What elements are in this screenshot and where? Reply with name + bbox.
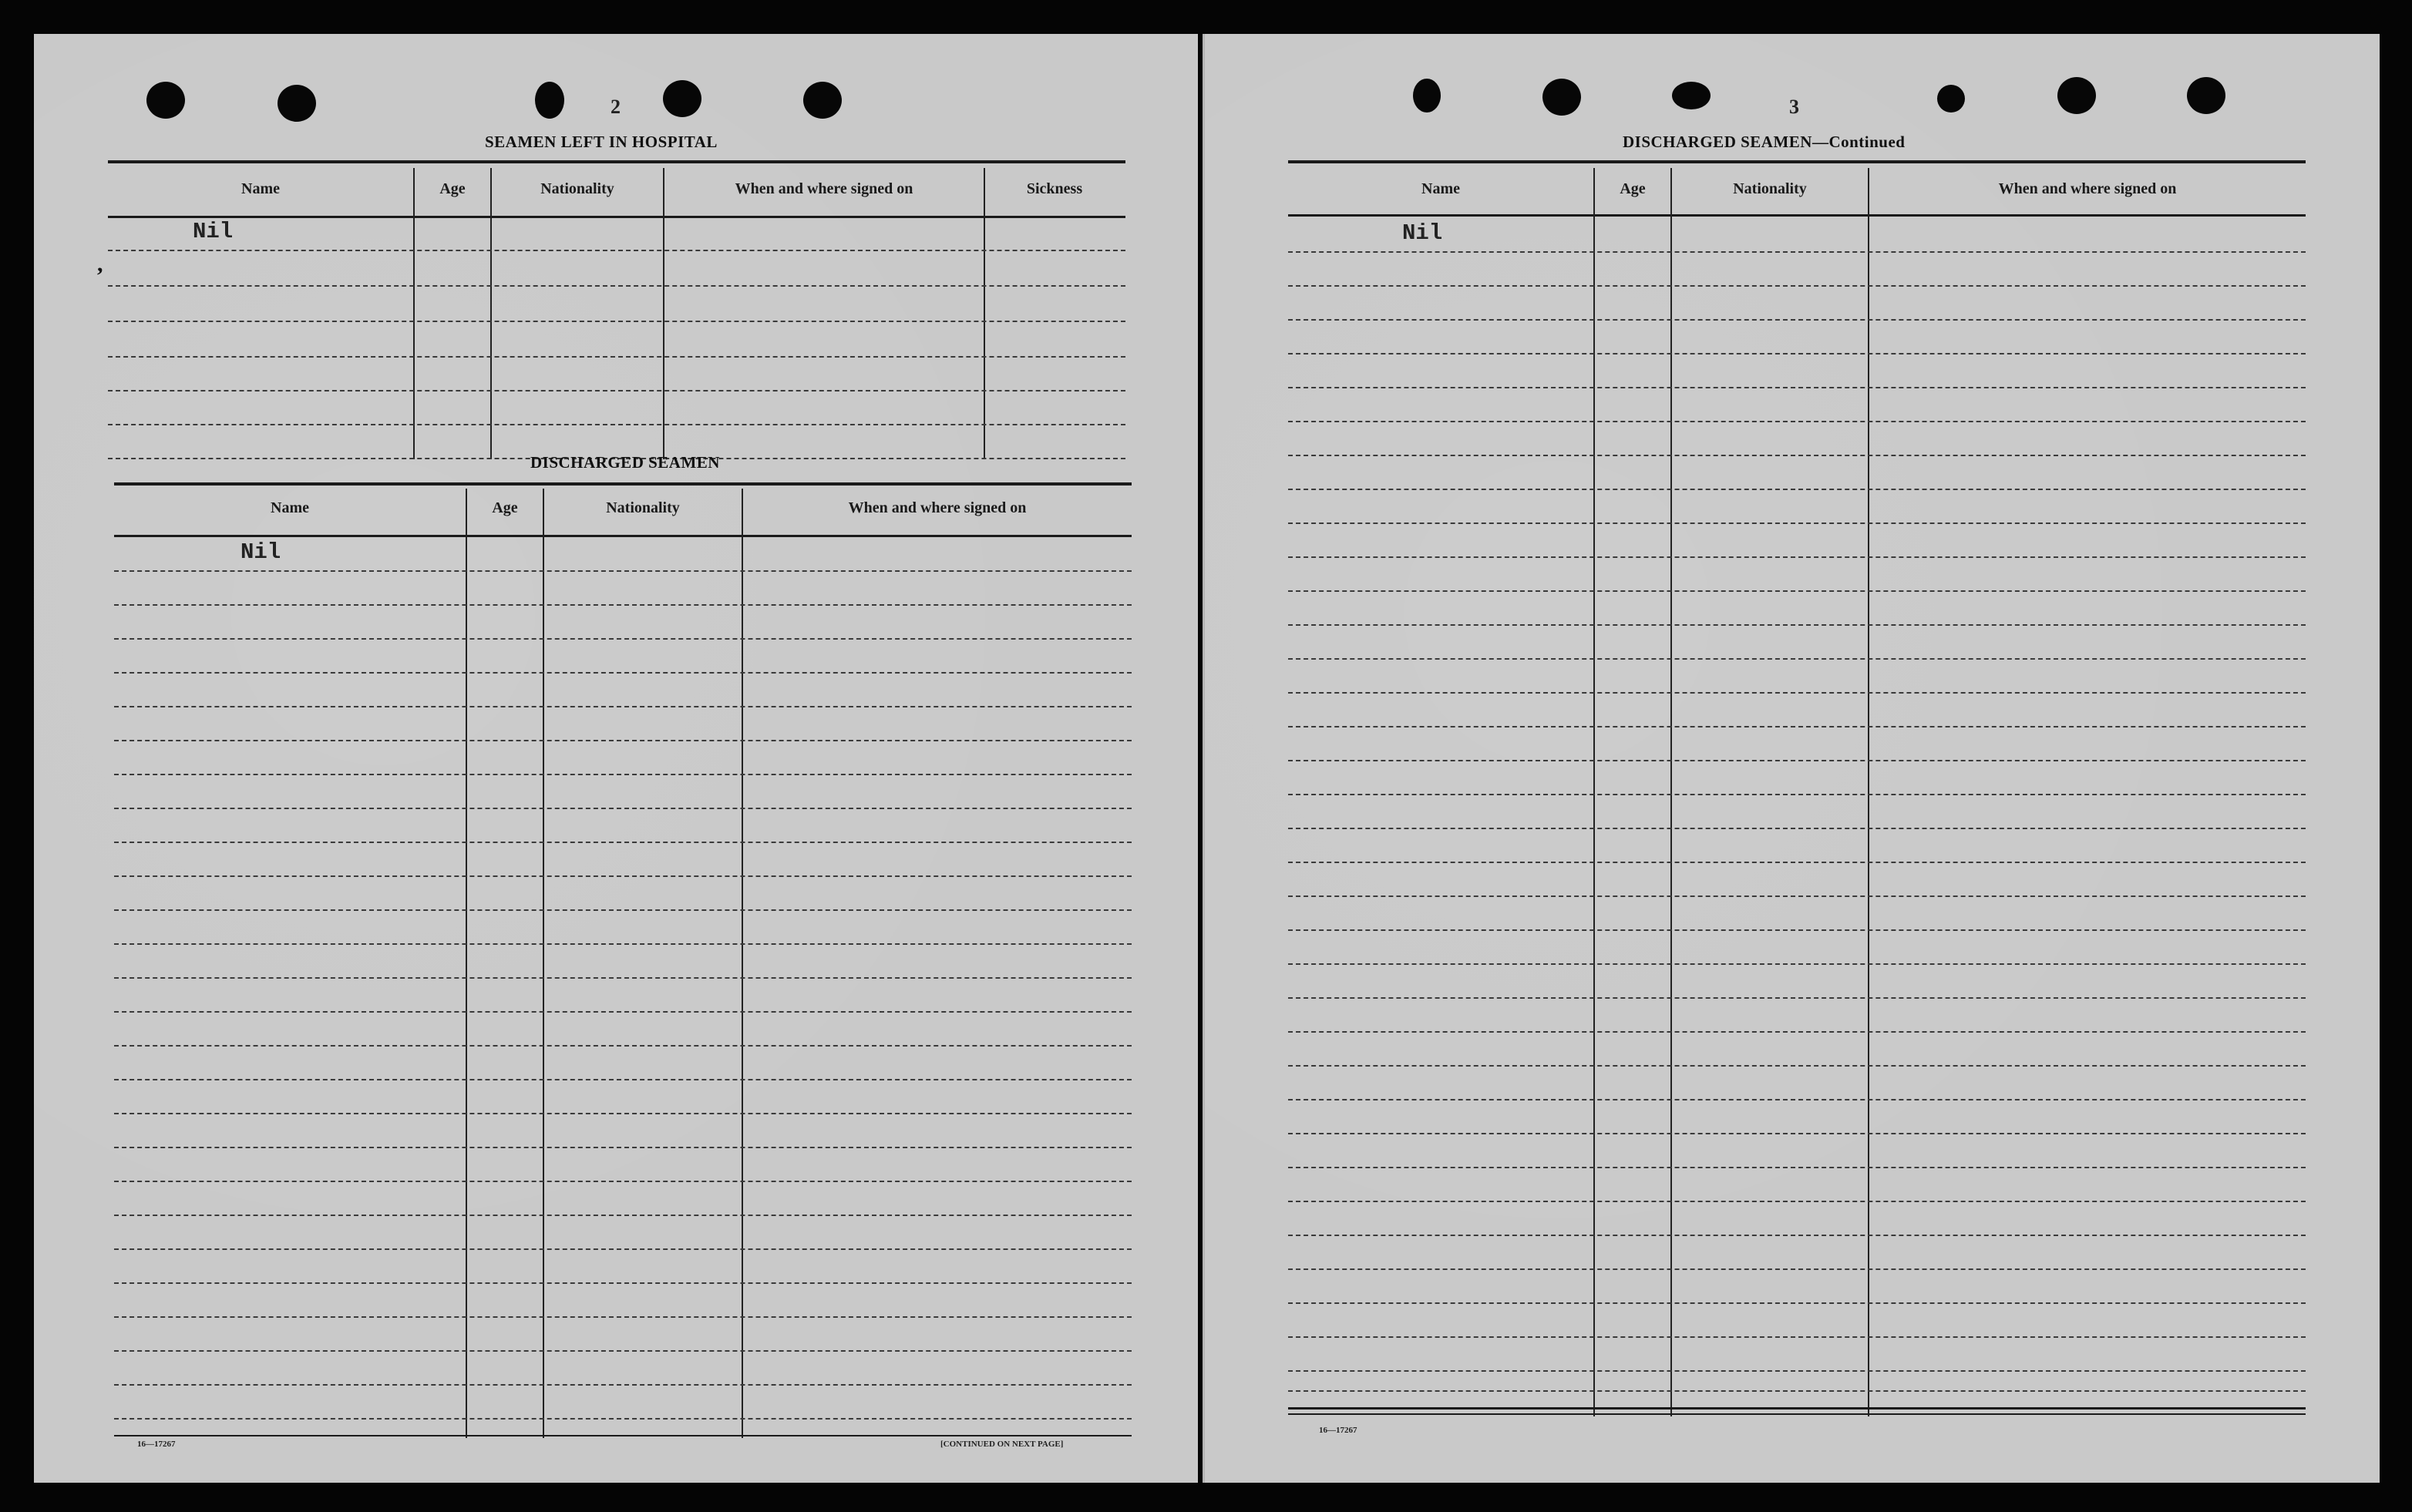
- table-row: [114, 570, 1132, 572]
- table-bottom-border: [1288, 1407, 2306, 1410]
- column-header-signed-on: When and where signed on: [1998, 180, 2177, 197]
- column-divider: [543, 489, 544, 1438]
- table-row: [1288, 1065, 2306, 1067]
- table-row: [1288, 251, 2306, 253]
- table-row: [1288, 828, 2306, 829]
- table-row: [1288, 285, 2306, 287]
- table-row: [114, 672, 1132, 674]
- table-row: [114, 1350, 1132, 1352]
- form-number: 16—17267: [137, 1440, 176, 1449]
- column-divider: [466, 489, 467, 1438]
- table-row: [108, 321, 1125, 322]
- column-divider: [1670, 168, 1672, 1416]
- column-header-sickness: Sickness: [1026, 180, 1083, 197]
- table-row: [1288, 590, 2306, 592]
- table-row: [114, 638, 1132, 640]
- table-bottom-border: [1288, 1413, 2306, 1415]
- table-row: [1288, 963, 2306, 965]
- table-row: [1288, 997, 2306, 999]
- table-row: [114, 1282, 1132, 1284]
- column-divider: [1593, 168, 1595, 1416]
- title-suffix: —Continued: [1812, 133, 1906, 151]
- punch-hole-icon: [1413, 79, 1441, 113]
- left-page: [34, 34, 1198, 1483]
- table-row: [1288, 489, 2306, 490]
- hospital-section-title: SEAMEN LEFT IN HOSPITAL: [485, 133, 718, 151]
- table-row: [108, 424, 1125, 425]
- table-row: [114, 1316, 1132, 1318]
- punch-hole-icon: [2057, 77, 2096, 114]
- column-divider: [413, 168, 415, 459]
- column-header-nationality: Nationality: [1733, 180, 1807, 197]
- table-row: [1288, 1167, 2306, 1168]
- punch-hole-icon: [2187, 77, 2225, 114]
- table-row: [114, 1418, 1132, 1420]
- table-row: [114, 1384, 1132, 1386]
- punch-hole-icon: [146, 82, 185, 119]
- punch-hole-icon: [1542, 79, 1581, 116]
- column-header-nationality: Nationality: [606, 499, 680, 516]
- column-header-nationality: Nationality: [540, 180, 614, 197]
- table-row: [114, 1215, 1132, 1216]
- table-row: [1288, 387, 2306, 388]
- table-row: [1288, 1031, 2306, 1033]
- table-row: [1288, 1235, 2306, 1236]
- table-row: [1288, 319, 2306, 321]
- table-row: [1288, 353, 2306, 354]
- column-header-age: Age: [439, 180, 466, 197]
- comma-mark: ,: [97, 251, 103, 277]
- table-row: [1288, 1268, 2306, 1270]
- page-number: 2: [611, 96, 621, 118]
- table-row: [114, 774, 1132, 775]
- table-row: [108, 285, 1125, 287]
- table-row: [114, 1248, 1132, 1250]
- punch-hole-icon: [803, 82, 842, 119]
- form-number: 16—17267: [1319, 1426, 1357, 1435]
- table-row: [114, 604, 1132, 606]
- table-row: [1288, 895, 2306, 897]
- table-row: [1288, 1390, 2306, 1392]
- column-divider: [663, 168, 664, 459]
- table-row: [114, 909, 1132, 911]
- section-title-text: DISCHARGED SEAMEN: [1623, 133, 1812, 151]
- table-row: [114, 1011, 1132, 1013]
- table-row: [1288, 760, 2306, 761]
- column-divider: [742, 489, 743, 1438]
- column-divider: [1868, 168, 1869, 1416]
- table-row: [114, 740, 1132, 741]
- hospital-table-top-border: [108, 160, 1125, 163]
- table-row: [108, 390, 1125, 391]
- column-header-name: Name: [241, 180, 280, 197]
- table-row: [1288, 1201, 2306, 1202]
- table-row: [1288, 624, 2306, 626]
- table-row: [1288, 421, 2306, 422]
- table-row: [1288, 1302, 2306, 1304]
- table-row: [1288, 658, 2306, 660]
- column-header-signed-on: When and where signed on: [848, 499, 1027, 516]
- discharged-entry-name: Nil: [241, 539, 281, 565]
- table-row: [114, 808, 1132, 809]
- column-header-age: Age: [492, 499, 518, 516]
- table-row: [1288, 556, 2306, 558]
- punch-hole-icon: [1937, 85, 1965, 113]
- table-row: [114, 706, 1132, 707]
- table-row: [114, 1147, 1132, 1148]
- discharged-table-top-border: [114, 482, 1132, 486]
- punch-hole-icon: [535, 82, 564, 119]
- table-row: [1288, 862, 2306, 863]
- discharged-continued-title: [1623, 133, 1905, 152]
- table-top-border: [1288, 160, 2306, 163]
- table-row: [108, 356, 1125, 358]
- discharged-entry-name: Nil: [1402, 220, 1443, 246]
- table-row: [1288, 522, 2306, 524]
- column-header-age: Age: [1620, 180, 1646, 197]
- right-page: [1203, 34, 2380, 1483]
- table-row: [114, 1113, 1132, 1114]
- discharged-header-rule: [114, 535, 1132, 537]
- table-row: [1288, 1133, 2306, 1134]
- column-divider: [984, 168, 985, 459]
- column-header-name: Name: [271, 499, 309, 516]
- table-row: [114, 943, 1132, 945]
- table-row: [1288, 1336, 2306, 1338]
- punch-hole-icon: [278, 85, 316, 122]
- table-row: [1288, 692, 2306, 694]
- hospital-header-rule: [108, 216, 1125, 218]
- column-header-signed-on: When and where signed on: [735, 180, 913, 197]
- table-row: [1288, 794, 2306, 795]
- table-row: [114, 977, 1132, 979]
- punch-hole-icon: [663, 80, 701, 117]
- table-row: [1288, 929, 2306, 931]
- discharged-section-title: DISCHARGED SEAMEN: [530, 453, 720, 472]
- hospital-entry-name: Nil: [193, 219, 234, 244]
- table-row: [114, 1181, 1132, 1182]
- table-bottom-border: [114, 1435, 1132, 1436]
- table-row: [1288, 726, 2306, 727]
- table-row: [114, 1045, 1132, 1047]
- table-row: [1288, 1370, 2306, 1372]
- page-number: 3: [1789, 96, 1799, 118]
- table-row: [108, 250, 1125, 251]
- table-header-rule: [1288, 214, 2306, 217]
- table-row: [1288, 455, 2306, 456]
- punch-hole-icon: [1672, 82, 1711, 109]
- table-row: [114, 1079, 1132, 1080]
- table-row: [1288, 1099, 2306, 1100]
- table-row: [114, 875, 1132, 877]
- continued-note: [CONTINUED ON NEXT PAGE]: [940, 1440, 1064, 1449]
- column-header-name: Name: [1421, 180, 1460, 197]
- table-row: [114, 842, 1132, 843]
- column-divider: [490, 168, 492, 459]
